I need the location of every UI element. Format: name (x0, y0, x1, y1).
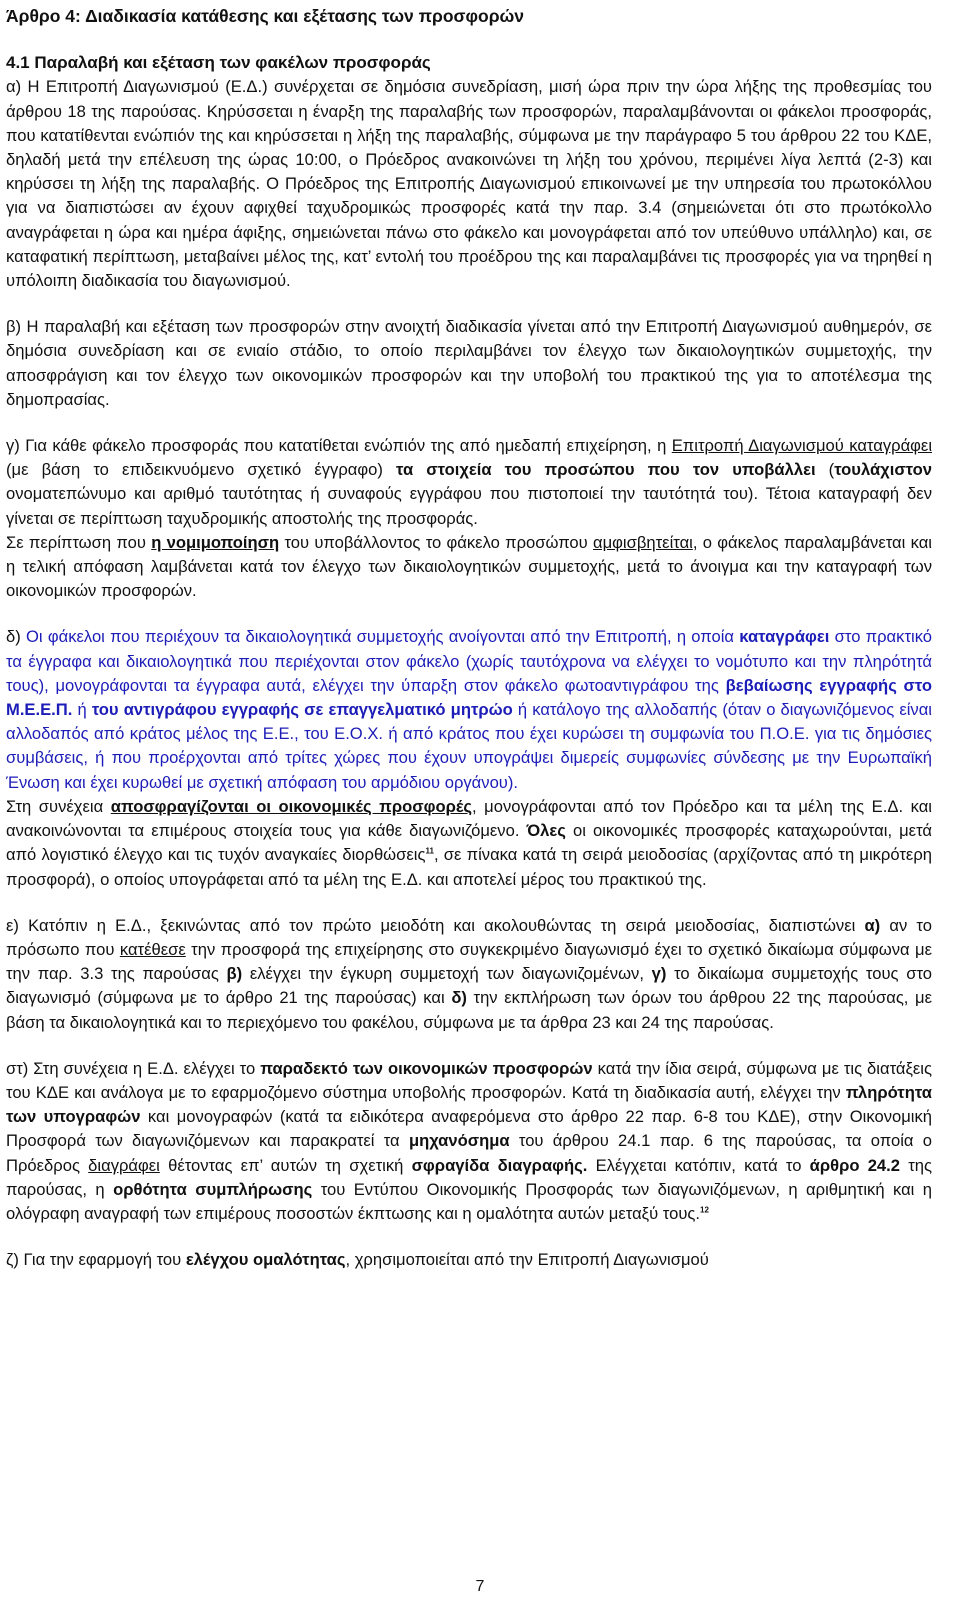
footnote-marker: 12 (700, 1205, 709, 1215)
paragraph-a: α) Η Επιτροπή Διαγωνισμού (Ε.Δ.) συνέρχεται σε δημόσια συνεδρίαση, μισή ώρα πριν την ώρα λήξης της προθεσμίας του άρθρου 18 της παρούσας. Κηρύσσεται η έναρξη της παραλαβής των προσφορών, παραλαμβάνονται οι φάκελοι προσφοράς, που κατατίθενται ενώπιόν της και κηρύσσεται η λήξη της παραλαβής, σύμφωνα με την παράγραφο 5 του άρθρου 22 του ΚΔΕ, δηλαδή μετά την επέλευση της ώρας 10:00, ο Πρόεδρος ανακοινώνει τη λήξη του χρόνου, περιμένει λίγα λεπτά (2-3) και κηρύσσει τη λήξη της παραλαβής. Ο Πρόεδρος της Επιτροπής Διαγωνισμού επικοινωνεί με την υπηρεσία του πρωτοκόλλου για να διαπιστώσει αν έχουν αφιχθεί ταχυδρομικώς προσφορές κατά την παρ. 3.4 (σημειώνεται ότι στο πρωτόκολλο αναγράφεται η ώρα και ημέρα άφιξης, σημειώνεται πάνω στο φάκελο και μονογράφεται από τον υπεύθυνο υπάλληλο) και, σε καταφατική περίπτωση, μεταβαίνει μέλος της, κατ’ εντολή του προέδρου της και παραλαμβάνει τις προσφορές για να τηρηθεί η υπόλοιπη διαδικασία του διαγωνισμού. (6, 77, 932, 291)
paragraph-c-2: Σε περίπτωση που η νομιμοποίηση του υποβάλλοντος το φάκελο προσώπου αμφισβητείται, ο φάκελος παραλαμβάνεται και η τελική απόφαση λαμβάνεται κατά τον έλεγχο των δικαιολογητικών συμμετοχής, μετά το άνοιγμα και την καταγραφή των οικονομικών προσφορών. (6, 532, 932, 601)
paragraph-f: στ) Στη συνέχεια η Ε.Δ. ελέγχει το παραδεκτό των οικονομικών προσφορών κατά την ίδια σειρά, σύμφωνα με τις διατάξεις του ΚΔΕ και ανάλογα με το εφαρμοζόμενο σύστημα υποβολής προσφορών. Κατά τη διαδικασία αυτή, ελέγχει την πληρότητα των υπογραφών και μονογραφών (κατά τα ειδικότερα αναφερόμενα στο άρθρο 22 παρ. 6-8 του ΚΔΕ), στην Οικονομική Προσφορά των διαγωνιζόμενων και παρακρατεί τα μηχανόσημα του άρθρου 24.1 παρ. 6 της παρούσας, τα οποία ο Πρόεδρος διαγράφει θέτοντας επ’ αυτών τη σχετική σφραγίδα διαγραφής. Ελέγχεται κατόπιν, κατά το άρθρο 24.2 της παρούσας, η ορθότητα συμπλήρωσης του Εντύπου Οικονομικής Προσφοράς των διαγωνιζόμενων, η αριθμητική και η ολόγραφη αναγραφή των επιμέρους ποσοστών έκπτωσης και η ομαλότητα αυτών μεταξύ τους.$^{12}$ (6, 1058, 933, 1223)
bold-phrase: βεβαίωσης εγγραφής στο Μ.Ε.Ε.Π. (6, 675, 932, 720)
paragraph-b: β) Η παραλαβή και εξέταση των προσφορών στην ανοιχτή διαδικασία γίνεται από την Επιτροπή Διαγωνισμού αυθημερόν, σε δημόσια συνεδρίαση και σε ενιαίο στάδιο, το οποίο περιλαμβάνει τον έλεγχο των δικαιολογητικών συμμετοχής, την αποσφράγιση και τον έλεγχο των οικονομικών προσφορών και την υποβολή του πρακτικού της για το αποτέλεσμα της δημοπρασίας. (6, 317, 932, 409)
underlined-phrase: αμφισβητείται (593, 532, 693, 552)
document-page (6, 4, 932, 1272)
bold-phrase: άρθρο 24.2 (809, 1155, 901, 1175)
bold-underlined-phrase: η νομιμοποίηση (151, 532, 280, 552)
bold-phrase: πληρότητα των υπογραφών (6, 1082, 932, 1127)
article-title: Άρθρο 4: Διαδικασία κατάθεσης και εξέτασης των προσφορών (6, 6, 525, 26)
bold-phrase: Όλες (526, 821, 566, 841)
bold-phrase: ελέγχου ομαλότητας (185, 1250, 346, 1270)
bold-phrase: ορθότητα συμπλήρωσης (113, 1179, 313, 1199)
paragraph-c: γ) Για κάθε φάκελο προσφοράς που κατατίθεται ενώπιόν της από ημεδαπή επιχείρηση, η Επιτροπή Διαγωνισμού καταγράφει (με βάση το επιδεικνυόμενο σχετικό έγγραφο) τα στοιχεία του προσώπου που τον υποβάλλει (τουλάχιστον ονοματεπώνυμο και αριθμό ταυτότητας ή συναφούς εγγράφου που πιστοποιεί την ταυτότητά του). Τέτοια καταγραφή δεν γίνεται σε περίπτωση ταχυδρομικής αποστολής της προσφοράς. (6, 436, 933, 528)
section-heading: 4.1 Παραλαβή και εξέταση των φακέλων προσφοράς (6, 53, 431, 73)
bold-phrase: σφραγίδα διαγραφής. (411, 1155, 588, 1175)
paragraph-e: ε) Κατόπιν η Ε.Δ., ξεκινώντας από τον πρώτο μειοδότη και ακολουθώντας τη σειρά μειοδοσίας, διαπιστώνει α) αν το πρόσωπο που κατέθεσε την προσφορά της επιχείρησης στο συγκεκριμένο διαγωνισμό έχει το σχετικό δικαίωμα σύμφωνα με την παρ. 3.3 της παρούσας β) ελέγχει την έγκυρη συμμετοχή των διαγωνιζομένων, γ) το δικαίωμα συμμετοχής τους στο διαγωνισμό (σύμφωνα με το άρθρο 21 της παρούσας) και δ) την εκπλήρωση των όρων του άρθρου 22 της παρούσας, με βάση τα δικαιολογητικά και το περιεχόμενο του φακέλου, σύμφωνα με τα άρθρα 23 και 24 της παρούσας. (6, 915, 933, 1032)
footnote-marker: 11 (425, 846, 434, 856)
paragraph-d-2: Στη συνέχεια αποσφραγίζονται οι οικονομικές προσφορές, μονογράφονται από τον Πρόεδρο και τα μέλη της Ε.Δ. και ανακοινώνονται τα επιμέρους στοιχεία τους για κάθε διαγωνιζόμενο. Όλες οι οικονομικές προσφορές καταχωρούνται, μετά από λογιστικό έλεγχο και τις τυχόν αναγκαίες διορθώσεις$^{11}$, σε πίνακα κατά τη σειρά μειοδοσίας (αρχίζοντας από τη μικρότερη προσφορά), ο οποίος υπογράφεται από τα μέλη της Ε.Δ. και αποτελεί μέρος του πρακτικού της. (6, 796, 932, 889)
bold-phrase: παραδεκτό των οικονομικών προσφορών (260, 1058, 593, 1078)
bold-phrase: μηχανόσημα (408, 1131, 510, 1151)
underlined-phrase: κατέθεσε (119, 939, 186, 959)
bold-phrase: τα στοιχεία του προσώπου που τον υποβάλλει (396, 460, 816, 480)
bold-phrase: τουλάχιστον (834, 460, 932, 480)
paragraph-g: ζ) Για την εφαρμογή του ελέγχου ομαλότητας, χρησιμοποιείται από την Επιτροπή Διαγωνισμού (6, 1250, 709, 1270)
bold-phrase: καταγράφει (739, 627, 830, 647)
bold-phrase: του αντιγράφου εγγραφής σε επαγγελματικό μητρώο (91, 700, 513, 720)
underlined-phrase: Επιτροπή Διαγωνισμού καταγράφει (671, 436, 933, 456)
paragraph-d: δ) Οι φάκελοι που περιέχουν τα δικαιολογητικά συμμετοχής ανοίγονται από την Επιτροπή, η οποία καταγράφει στο πρακτικό τα έγγραφα και δικαιολογητικά που περιέχονται στον φάκελο (χωρίς ταυτόχρονα να ελέγχει το νομότυπο και την πληρότητά τους), μονογράφονται τα έγγραφα αυτά, ελέγχει την ύπαρξη στον φάκελο φωτοαντιγράφου της βεβαίωσης εγγραφής στο Μ.Ε.Ε.Π. ή του αντιγράφου εγγραφής σε επαγγελματικό μητρώο ή κατάλογο της αλλοδαπής (όταν ο διαγωνιζόμενος είναι αλλοδαπός από κράτος μέλος της Ε.Ε., του Ε.Ο.Χ. ή από κράτος που έχει κυρώσει τη συμφωνία του Π.Ο.Ε. για τις δημόσιες συμβάσεις, ή που προέρχονται από τρίτες χώρες που έχουν υπογράψει διμερείς συμφωνίες σύνδεσης με την Ευρωπαϊκή Ένωση και έχει κυρωθεί με σχετική απόφαση του αρμόδιου οργάνου). (6, 627, 933, 792)
bold-underlined-phrase: αποσφραγίζονται οι οικονομικές προσφορές (110, 796, 472, 816)
underlined-phrase: διαγράφει (88, 1155, 160, 1175)
page-number: 7 (475, 1578, 485, 1595)
